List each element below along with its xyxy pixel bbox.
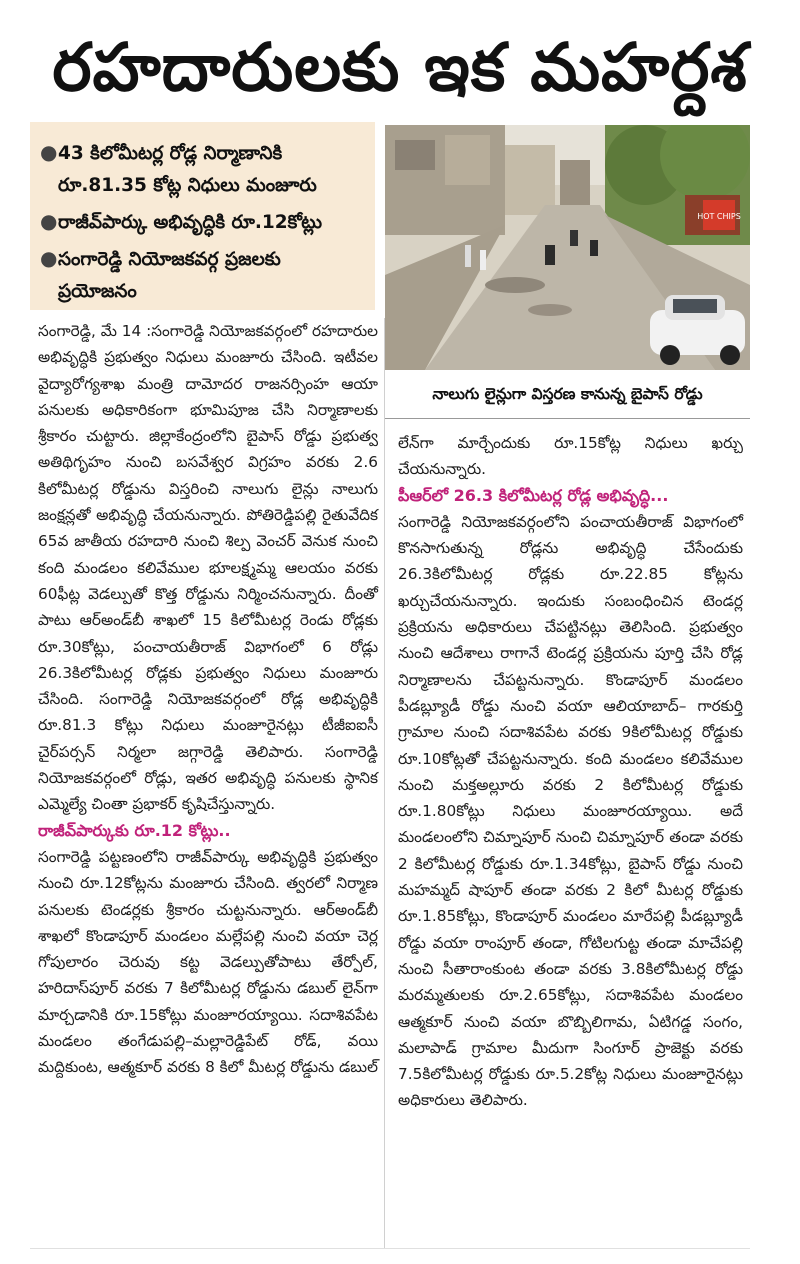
headline: రహదారులకు ఇక మహర్దశ bbox=[52, 29, 748, 106]
bullet-icon: ● bbox=[40, 246, 58, 270]
highlight-text: సంగారెడ్డి నియోజకవర్గ ప్రజలకు ప్రయోజనం bbox=[58, 249, 281, 302]
highlight-text: రాజీవ్‌పార్కు అభివృద్ధికి రూ.12కోట్లు bbox=[58, 212, 322, 233]
photo-caption: నాలుగు లైన్లుగా విస్తరణ కానున్న బైపాస్ రోడ్డు bbox=[432, 385, 703, 403]
bottom-divider bbox=[30, 1248, 750, 1249]
caption-divider bbox=[385, 418, 750, 419]
section-subhead: పీఆర్‌లో 26.3 కిలోమీటర్ల రోడ్ల అభివృద్ధి... bbox=[398, 485, 669, 505]
column-divider bbox=[384, 318, 385, 1248]
article-paragraph: సంగారెడ్డి, మే 14 :సంగారెడ్డి నియోజకవర్గంలో రహదారుల అభివృద్ధికి ప్రభుత్వం నిధులు మంజూరు చేసింది. ఇటీవల వైద్యారోగ్యశాఖ మంత్రి దామోదర రాజనర్సింహ ఆయా పనులకు అధికారికంగా భూమిపూజ చేసి నిర్మాణాలకు శ్రీకారం చుట్టారు. జిల్లాకేంద్రంలోని బైపాస్ రోడ్డు ప్రభుత్వ అతిథిగృహం నుంచి బసవేశ్వర విగ్రహం వరకు 2.6 కిలోమీటర్ల రోడ్డును విస్తరించి నాలుగు లైన్లు నాలుగు జంక్షన్లతో అభివృద్ధి చేయనున్నారు. పోతిరెడ్డిపల్లి రైతువేదిక 65వ జాతీయ రహదారి నుంచి శిల్ప వెంచర్ వెనుక నుంచి కంది మండలం కలివేముల భూలక్ష్మమ్మ ఆలయం వరకు 60ఫీట్ల వెడల్పుతో కొత్త రోడ్డును నిర్మించనున్నారు. దీంతో పాటు ఆర్అండ్‌బీ శాఖలో 15 కిలోమీటర్ల రెండు రోడ్లకు రూ.30కోట్లు, పంచాయతీరాజ్ విభాగంలో 6 రోడ్లు 26.3కిలోమీటర్ల రోడ్లకు ప్రభుత్వం నిధులు మంజూరు చేసింది. సంగారెడ్డి నియోజకవర్గంలో రోడ్ల అభివృద్ధికి రూ.81.3 కోట్లు నిధులు మంజూరైనట్లు టీజీఐఐసీ చైర్‌పర్సన్ నిర్మలా జగ్గారెడ్డి తెలిపారు. సంగారెడ్డి నియోజకవర్గంలో రోడ్లు, ఇతర అభివృద్ధి పనులకు స్థానిక ఎమ్మెల్యే చింతా ప్రభాకర్ కృషిచేస్తున్నారు. bbox=[38, 322, 378, 814]
article-paragraph: లేన్‌గా మార్చేందుకు రూ.15కోట్ల నిధులు ఖర్చు చేయనున్నారు. bbox=[398, 434, 743, 479]
highlight-text: 43 కిలోమీటర్ల రోడ్ల నిర్మాణానికి రూ.81.35 కోట్ల నిధులు మంజూరు bbox=[58, 143, 317, 196]
bullet-icon: ● bbox=[40, 209, 58, 233]
section-subhead: రాజీవ్‌పార్కుకు రూ.12 కోట్లు.. bbox=[38, 820, 231, 840]
highlight-item bbox=[40, 138, 365, 202]
article-paragraph: సంగారెడ్డి నియోజకవర్గంలోని పంచాయతీరాజ్ విభాగంలో కొనసాగుతున్న రోడ్లను అభివృద్ధి చేసేందుకు 26.3కిలోమీటర్ల రోడ్లకు రూ.22.85 కోట్లను ఖర్చుచేయనున్నారు. ఇందుకు సంబంధించిన టెండర్ల ప్రక్రియను అధికారులు చేపట్టినట్లు తెలిసింది. ప్రభుత్వం నుంచి ఆదేశాలు రాగానే టెండర్ల ప్రక్రియను పూర్తి చేసి రోడ్ల నిర్మాణాలను చేపట్టనున్నారు. కొండాపూర్ మండలం పీడబ్ల్యూడీ రోడ్డు నుంచి వయా ఆలియాబాద్– గారకుర్తి గ్రామాల నుంచి సదాశివపేట వరకు 9కిలోమీటర్ల రోడ్డుకు రూ.10కోట్లతో చేపట్టనున్నారు. కంది మండలం కలివేముల నుంచి మక్తఅల్లూరు వరకు 2 కిలోమీటర్ల రోడ్డుకు రూ.1.80కోట్లు నిధులు మంజూరయ్యాయి. అదే మండలంలోని చిమ్నాపూర్ నుంచి చిమ్నాపూర్ తండా వరకు 2 కిలోమీటర్ల రోడ్డుకు రూ.1.34కోట్లు, బైపాస్ రోడ్డు నుంచి మహమ్మద్ షాపూర్ తండా వరకు 2 కిలో మీటర్ల రోడ్డుకు రూ.1.85కోట్లు, కొండాపూర్ మండలం మారేపల్లి పీడబ్ల్యూడీ రోడ్డు వయా రాంపూర్ తండా, గోటిలగుట్ట తండా మాచేపల్లి నుంచి సీతారాంకుంట తండా వరకు 3.8కిలోమీటర్ల రోడ్డు మరమ్మతులకు రూ.2.65కోట్లు, సదాశివపేట మండలం ఆత్మకూర్ నుంచి వయా బొబ్బిలిగామ, ఏటిగడ్డ సంగం, మలాపాడ్ గ్రామాల మీదుగా సింగూర్ ప్రాజెక్టు వరకు 7.5కిలోమీటర్ల రోడ్డుకు రూ.5.2కోట్ల నిధులు మంజూరైనట్లు అధికారులు తెలిపారు. bbox=[398, 512, 743, 1110]
highlight-item bbox=[40, 244, 365, 308]
svg-text:HOT CHIPS: HOT CHIPS bbox=[697, 212, 741, 221]
bullet-icon: ● bbox=[40, 140, 58, 164]
article-left-column bbox=[38, 318, 378, 1081]
road-photo bbox=[385, 125, 750, 370]
highlight-item bbox=[40, 207, 365, 239]
article-right-column bbox=[398, 430, 743, 1114]
shop-sign bbox=[697, 200, 741, 230]
highlights-box bbox=[30, 122, 375, 310]
article-paragraph: సంగారెడ్డి పట్టణంలోని రాజీవ్‌పార్కు అభివృద్ధికి ప్రభుత్వం నుంచి రూ.12కోట్లను మంజూరు చేసింది. త్వరలో నిర్మాణ పనులకు టెండర్లకు శ్రీకారం చుట్టనున్నారు. ఆర్అండ్‌బీ శాఖలో కొండాపూర్ మండలం మల్లేపల్లి నుంచి వయా చెర్ల గోపులారం చెరువు కట్ట వెడల్పుతోపాటు తేర్పోల్, హరిదాస్‌పూర్ వరకు 7 కిలోమీటర్ల రోడ్డును డబుల్ లైన్‌గా మార్చడానికి రూ.15కోట్లు మంజూరయ్యాయి. సదాశివపేట మండలం తంగేడుపల్లి–మల్లారెడ్డిపేట్ రోడ్, వయి మద్దికుంట, ఆత్మకూర్ వరకు 8 కిలో మీటర్ల రోడ్డును డబుల్ bbox=[38, 847, 378, 1077]
